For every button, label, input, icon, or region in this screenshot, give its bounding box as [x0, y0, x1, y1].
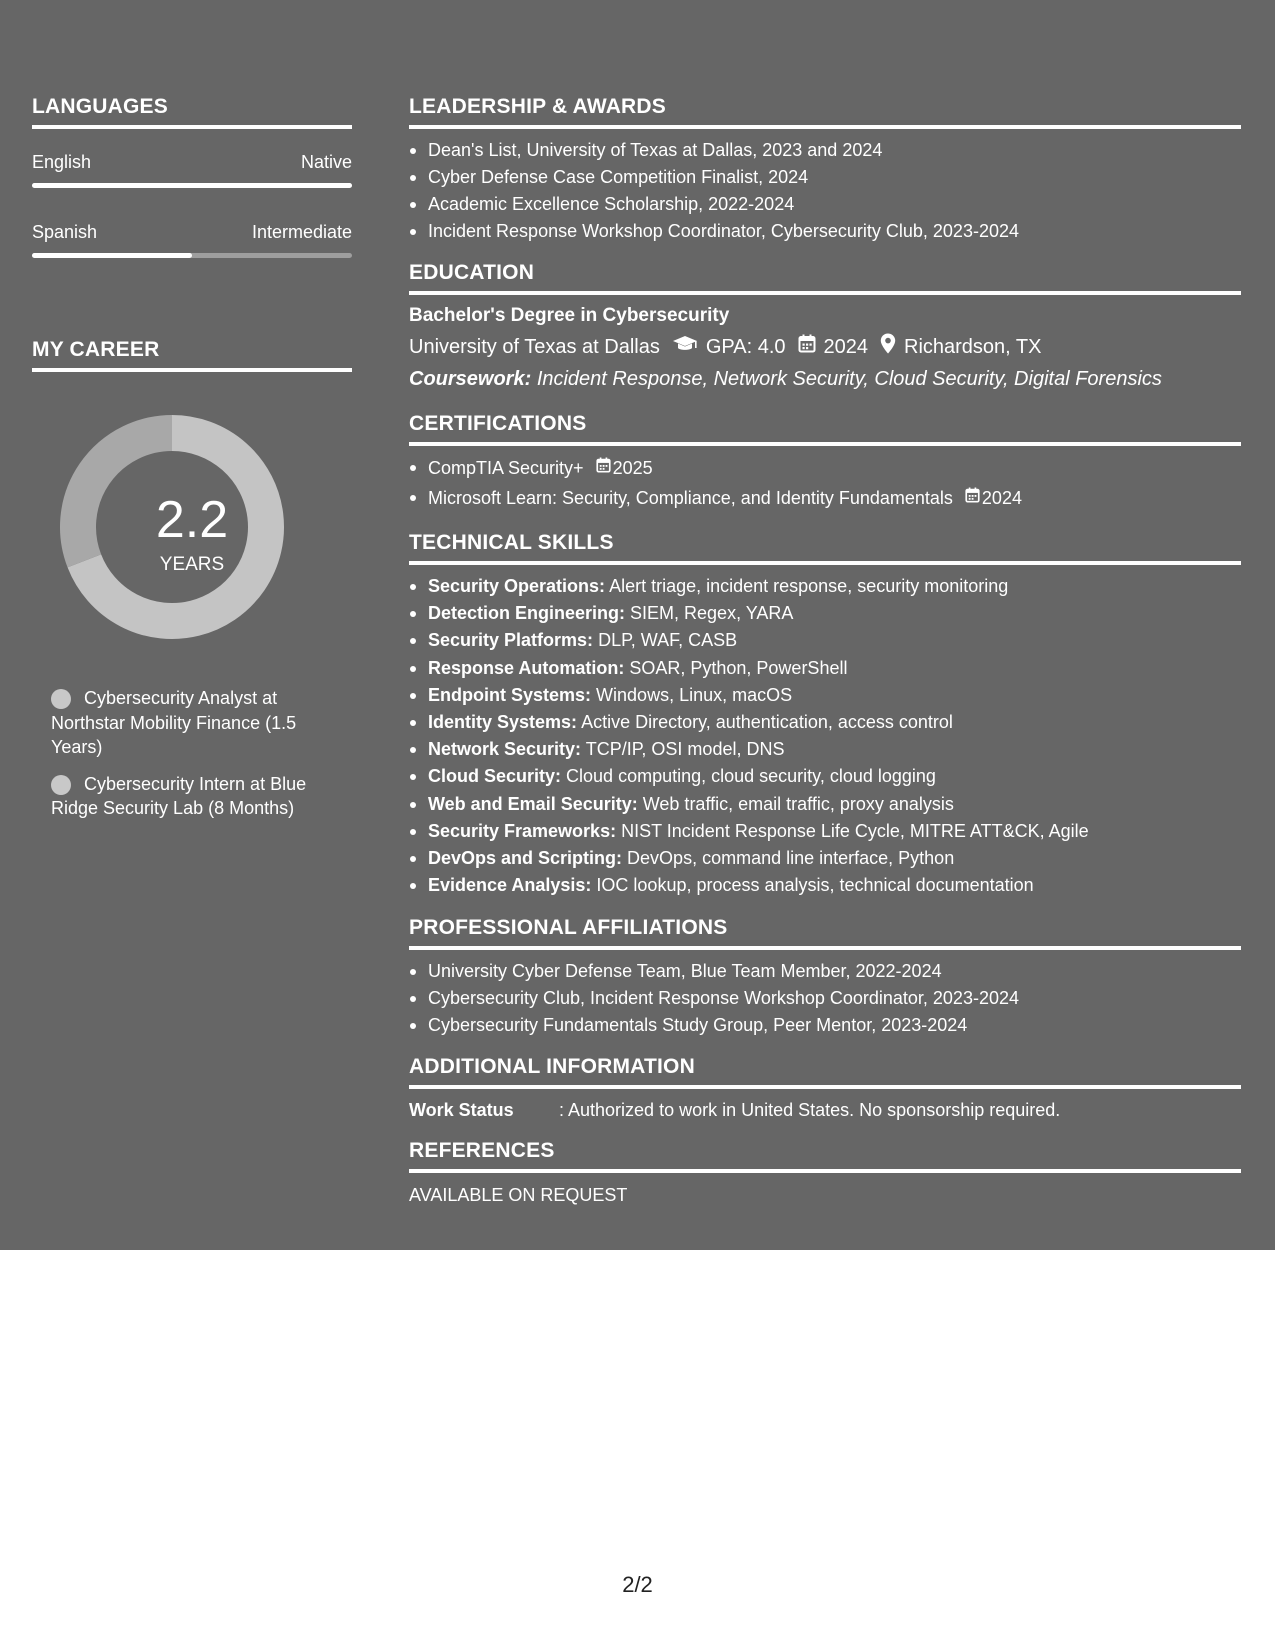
work-status-value: : Authorized to work in United States. No sponsorship required. [559, 1100, 1061, 1121]
education-details [409, 333, 1241, 361]
career-dot-icon [51, 689, 71, 709]
section-rule [409, 1169, 1241, 1173]
skill-value: TCP/IP, OSI model, DNS [585, 739, 785, 760]
affiliations-section [409, 916, 1241, 1039]
location-pin-icon [880, 333, 896, 361]
leadership-section [409, 95, 1241, 245]
skill-item [409, 655, 1241, 682]
left-column [32, 95, 352, 833]
section-rule [32, 368, 352, 372]
certifications-list [409, 454, 1241, 514]
coursework-label: Coursework: [409, 368, 532, 390]
calendar-icon [965, 484, 980, 511]
skill-label: Cloud Security: [428, 766, 562, 787]
education-section [409, 261, 1241, 392]
skill-value: SOAR, Python, PowerShell [629, 657, 848, 678]
skill-value: Cloud computing, cloud security, cloud logging [566, 766, 936, 787]
section-title-references: REFERENCES [409, 1139, 555, 1163]
language-proficiency-fill [32, 183, 352, 188]
skill-label: Security Frameworks: [428, 820, 617, 841]
career-list [51, 686, 352, 821]
skill-item [409, 627, 1241, 654]
education-school: University of Texas at Dallas [409, 336, 660, 358]
additional-section [409, 1055, 1241, 1122]
section-rule [409, 561, 1241, 565]
career-dot-icon [51, 775, 71, 795]
work-status [409, 1098, 1241, 1122]
skill-value: NIST Incident Response Life Cycle, MITRE ATT&CK, Agile [621, 820, 1089, 841]
skill-label: Identity Systems: [428, 712, 578, 733]
affiliations-list [409, 958, 1241, 1039]
section-title-career: MY CAREER [32, 338, 160, 361]
certifications-section [409, 412, 1241, 514]
skill-item [409, 736, 1241, 763]
language-name: Spanish [32, 222, 98, 242]
skill-label: Detection Engineering: [428, 603, 626, 624]
skill-label: Security Platforms: [428, 630, 594, 651]
language-level: Native [300, 152, 352, 172]
list-item [409, 454, 1241, 484]
skill-value: Windows, Linux, macOS [596, 684, 793, 705]
career-item-text: Cybersecurity Intern at Blue Ridge Security Lab (8 Months) [51, 773, 307, 818]
section-title-education: EDUCATION [409, 261, 535, 284]
career-item-text: Cybersecurity Analyst at Northstar Mobility Finance (1.5 Years) [51, 688, 297, 757]
section-title-skills: TECHNICAL SKILLS [409, 531, 614, 554]
section-title-languages: LANGUAGES [32, 95, 168, 118]
skill-label: Security Operations: [428, 576, 606, 596]
graduation-cap-icon [672, 334, 698, 360]
skill-label: Response Automation: [428, 657, 625, 678]
page-number: 2/2 [622, 1572, 653, 1597]
certification-name: CompTIA Security+ [428, 457, 584, 478]
section-title-affiliations: PROFESSIONAL AFFILIATIONS [409, 916, 728, 940]
list-item: Cybersecurity Fundamentals Study Group, Peer Mentor, 2023-2024 [409, 1012, 1241, 1039]
list-item: Academic Excellence Scholarship, 2022-2024 [409, 191, 1241, 218]
skill-label: DevOps and Scripting: [428, 848, 623, 869]
language-item [32, 221, 352, 258]
list-item: Cybersecurity Club, Incident Response Workshop Coordinator, 2023-2024 [409, 985, 1241, 1012]
skill-value: DevOps, command line interface, Python [627, 848, 955, 869]
language-level: Intermediate [251, 222, 352, 242]
career-item [51, 772, 326, 821]
leadership-list [409, 137, 1241, 245]
skill-label: Evidence Analysis: [428, 875, 592, 896]
skills-list [409, 573, 1241, 899]
language-proficiency-fill [32, 253, 192, 258]
list-item: University Cyber Defense Team, Blue Team Member, 2022-2024 [409, 958, 1241, 985]
skill-item [409, 791, 1241, 818]
skill-item [409, 573, 1241, 600]
skill-value: Web traffic, email traffic, proxy analysis [642, 793, 954, 814]
references-section [409, 1139, 1241, 1207]
language-proficiency-bar [32, 253, 352, 258]
skill-item [409, 709, 1241, 736]
skill-label: Endpoint Systems: [428, 684, 592, 705]
list-item: Incident Response Workshop Coordinator, Cybersecurity Club, 2023-2024 [409, 218, 1241, 245]
references-text: AVAILABLE ON REQUEST [409, 1185, 628, 1206]
section-rule [409, 125, 1241, 129]
career-total-unit: YEARS [159, 554, 225, 575]
skill-value: Alert triage, incident response, security monitoring [609, 576, 1009, 596]
skill-item [409, 872, 1241, 899]
skill-item [409, 682, 1241, 709]
education-gpa: GPA: 4.0 [705, 336, 786, 358]
career-donut-chart [32, 412, 352, 652]
skill-item [409, 818, 1241, 845]
skill-item [409, 600, 1241, 627]
list-item: Cyber Defense Case Competition Finalist, 2024 [409, 164, 1241, 191]
language-proficiency-bar [32, 183, 352, 188]
section-rule [409, 946, 1241, 950]
skill-value: SIEM, Regex, YARA [630, 603, 794, 624]
career-item [51, 686, 326, 760]
career-total-years: 2.2 [155, 491, 229, 549]
education-location: Richardson, TX [904, 336, 1042, 358]
section-title-additional: ADDITIONAL INFORMATION [409, 1055, 695, 1079]
list-item: Dean's List, University of Texas at Dallas, 2023 and 2024 [409, 137, 1241, 164]
skill-label: Network Security: [428, 739, 582, 760]
calendar-icon [798, 334, 816, 360]
section-rule [409, 1085, 1241, 1089]
skill-value: IOC lookup, process analysis, technical documentation [596, 875, 1034, 896]
calendar-icon [596, 454, 611, 481]
skill-value: Active Directory, authentication, access control [581, 712, 953, 733]
section-title-leadership: LEADERSHIP & AWARDS [409, 95, 666, 118]
skill-item [409, 845, 1241, 872]
section-rule [32, 125, 352, 129]
section-title-certifications: CERTIFICATIONS [409, 412, 587, 435]
work-status-label: Work Status [409, 1100, 514, 1121]
section-rule [409, 291, 1241, 295]
section-rule [409, 442, 1241, 446]
education-coursework [409, 366, 1241, 392]
coursework-list: Incident Response, Network Security, Cloud Security, Digital Forensics [536, 368, 1162, 390]
education-degree: Bachelor's Degree in Cybersecurity [409, 305, 730, 326]
skill-item [409, 763, 1241, 790]
certification-name: Microsoft Learn: Security, Compliance, and Identity Fundamentals [428, 487, 953, 508]
list-item [409, 484, 1241, 514]
languages-section [32, 95, 352, 258]
language-item [32, 151, 352, 188]
language-name: English [32, 152, 92, 172]
career-section [32, 338, 352, 821]
certification-year: 2025 [612, 457, 653, 478]
skills-section [409, 531, 1241, 899]
right-column [409, 95, 1241, 1207]
skill-label: Web and Email Security: [428, 793, 638, 814]
education-year: 2024 [823, 336, 869, 358]
skill-value: DLP, WAF, CASB [598, 630, 738, 651]
certification-year: 2024 [981, 487, 1022, 508]
